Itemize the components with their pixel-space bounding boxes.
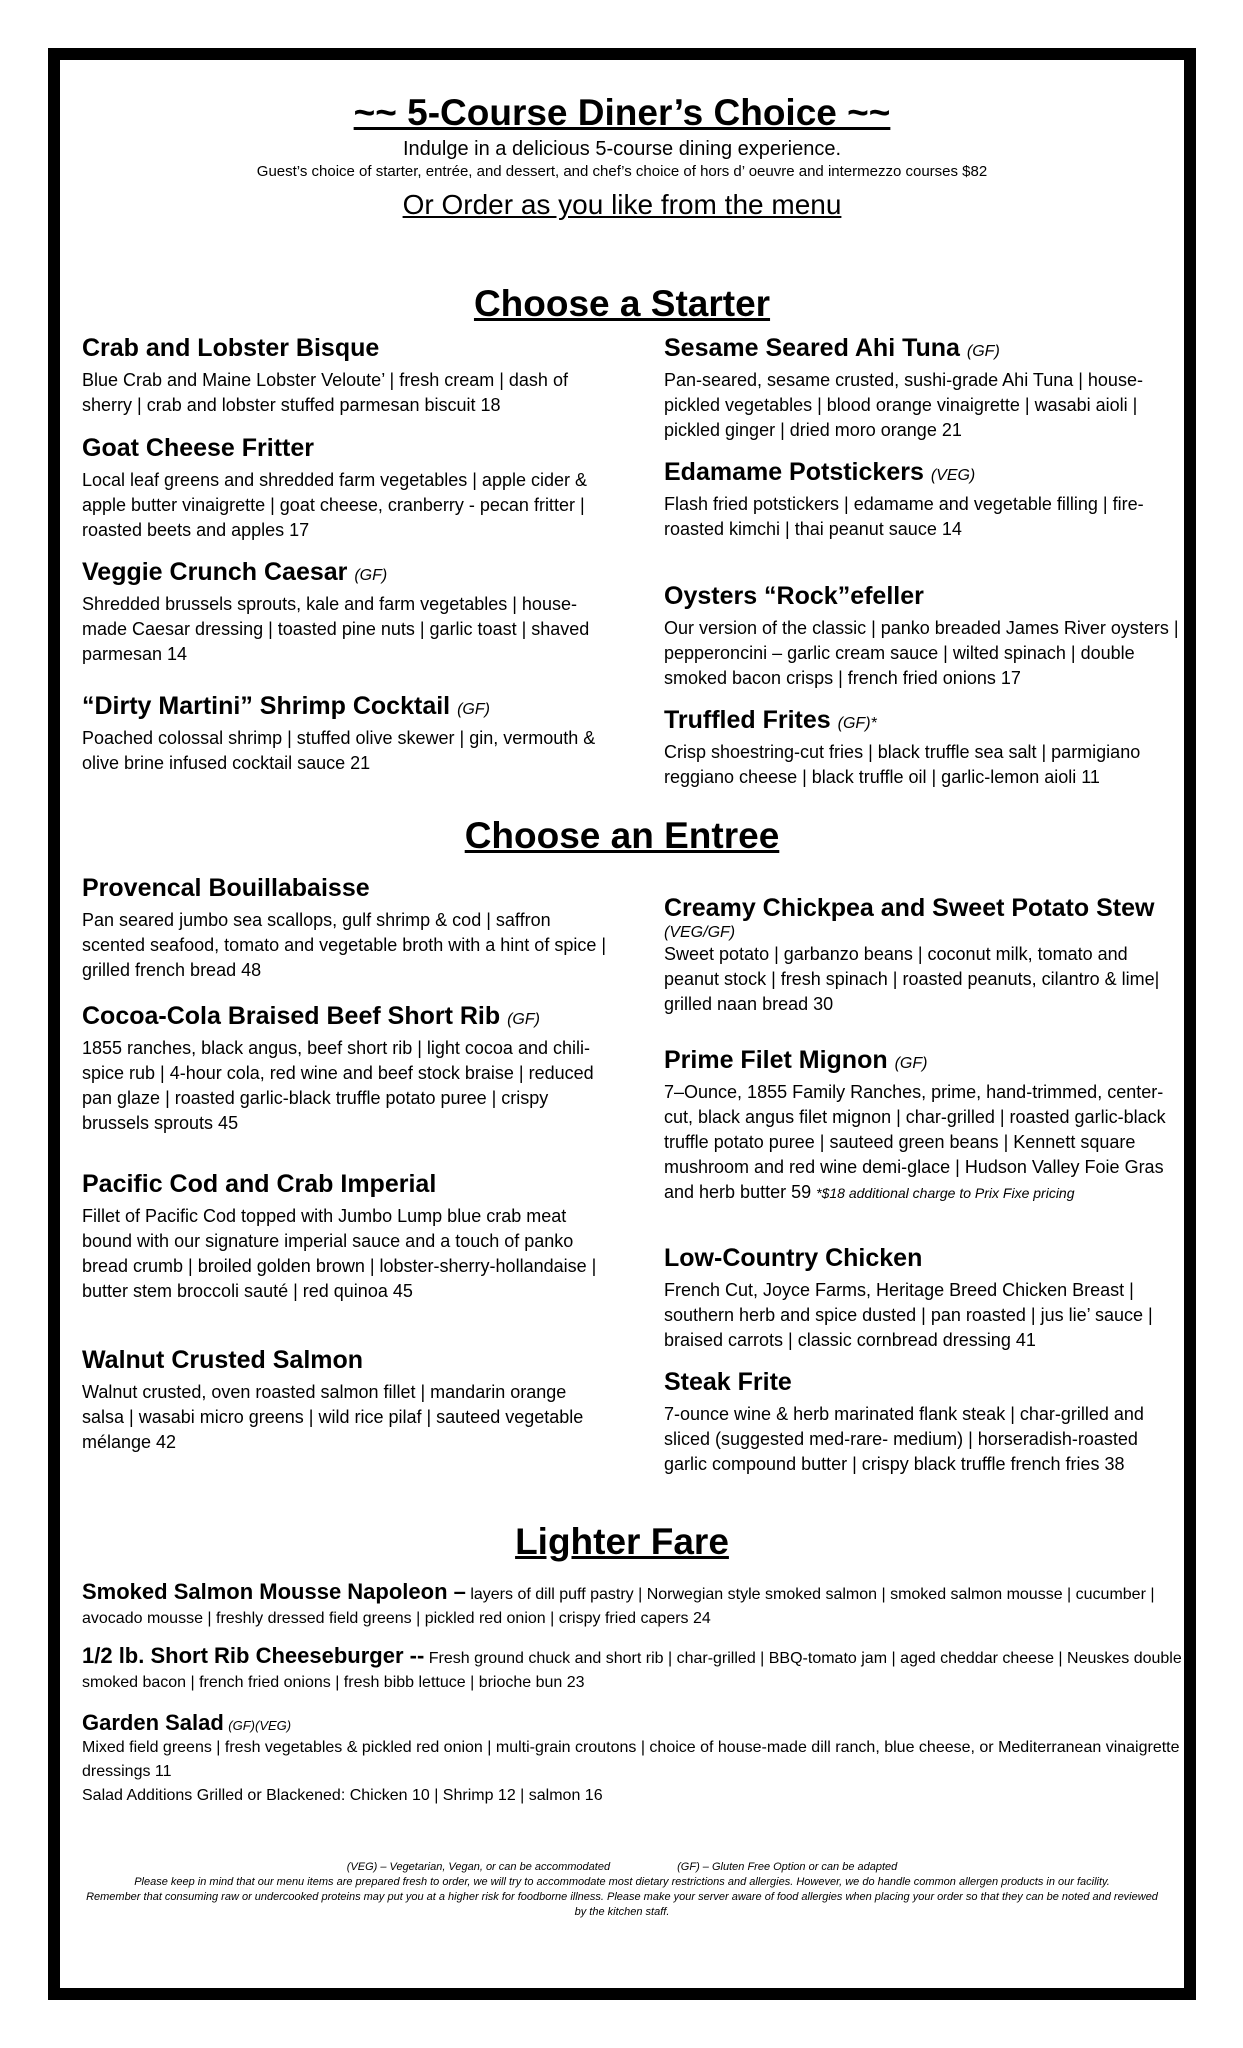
item-description: Fillet of Pacific Cod topped with Jumbo Lump blue crab meat bound with our signature imperial sauce and a touch of panko bread crumb | broiled golden brown | lobster-sherry-hollandaise | butter stem broccoli sauté | red quinoa 45 xyxy=(82,1206,597,1301)
item-description: Flash fried potstickers | edamame and vegetable filling | fire-roasted kimchi | thai peanut sauce 14 xyxy=(664,494,1144,539)
item-name: Low-Country Chicken xyxy=(664,1244,923,1272)
allergen-disclaimer: Please keep in mind that our menu items are prepared fresh to order, we will try to accommodate most dietary restrictions and allergies. However, we do handle common allergen products in our facility. xyxy=(134,1876,1110,1888)
gf-legend: (GF) – Gluten Free Option or can be adapted xyxy=(677,1861,898,1873)
menu-item xyxy=(82,1644,1182,1695)
menu-item xyxy=(664,1044,1184,1206)
menu-item xyxy=(82,1344,612,1455)
item-description: 7–Ounce, 1855 Family Ranches, prime, hand-trimmed, center-cut, black angus filet mignon | char-grilled | roasted garlic-black truffle potato puree | sauteed green beans | Kennett square mushroom and red wine demi-glace | Hudson Valley Foie Gras and herb butter 59 xyxy=(664,1082,1166,1202)
menu-item xyxy=(664,892,1184,1017)
item-name: Pacific Cod and Crab Imperial xyxy=(82,1170,437,1198)
menu-item xyxy=(664,1366,1184,1477)
item-description: Sweet potato | garbanzo beans | coconut milk, tomato and peanut stock | fresh spinach | roasted peanuts, cilantro & lime| grilled naan bread 30 xyxy=(664,944,1160,1014)
item-description: Shredded brussels sprouts, kale and farm vegetables | house-made Caesar dressing | toasted pine nuts | garlic toast | shaved parmesan 14 xyxy=(82,594,590,664)
item-name: Walnut Crusted Salmon xyxy=(82,1346,364,1374)
menu-header xyxy=(60,90,1184,224)
menu-footer xyxy=(80,1860,1164,1920)
item-description: layers of dill puff pastry | Norwegian style smoked salmon | smoked salmon mousse | cucumber | avocado mousse | freshly dressed field greens | pickled red onion | crispy fried capers 24 xyxy=(82,1586,1155,1627)
salad-additions: Salad Additions Grilled or Blackened: Chicken 10 | Shrimp 12 | salmon 16 xyxy=(82,1787,603,1804)
menu-item xyxy=(82,1000,612,1136)
menu-item xyxy=(82,1168,612,1304)
menu-item xyxy=(82,432,612,543)
item-name: Creamy Chickpea and Sweet Potato Stew xyxy=(664,894,1155,922)
item-name: Sesame Seared Ahi Tuna xyxy=(664,334,960,362)
item-name: Truffled Frites xyxy=(664,706,831,734)
item-name: 1/2 lb. Short Rib Cheeseburger -- xyxy=(82,1643,425,1668)
prix-fixe-title: ~~ 5-Course Diner’s Choice ~~ xyxy=(353,92,891,133)
starters-heading: Choose a Starter xyxy=(473,283,771,324)
menu-item xyxy=(82,556,612,667)
diet-tag: (GF) xyxy=(457,701,490,718)
prix-fixe-details: Guest’s choice of starter, entrée, and dessert, and chef’s choice of hors d’ oeuvre and intermezzo courses $82 xyxy=(256,163,988,180)
item-description: 7-ounce wine & herb marinated flank steak | char-grilled and sliced (suggested med-rare- medium) | horseradish-roasted garlic compound butter | crispy black truffle french fries 38 xyxy=(664,1404,1144,1474)
menu-item xyxy=(664,1242,1184,1353)
item-name: Smoked Salmon Mousse Napoleon – xyxy=(82,1579,466,1604)
item-name: Veggie Crunch Caesar xyxy=(82,558,348,586)
menu-item xyxy=(82,1580,1182,1631)
item-description: Local leaf greens and shredded farm vegetables | apple cider & apple butter vinaigrette | goat cheese, cranberry - pecan fritter | roasted beets and apples 17 xyxy=(82,470,587,540)
item-description: 1855 ranches, black angus, beef short rib | light cocoa and chili-spice rub | 4-hour cola, red wine and beef stock braise | reduced pan glaze | roasted garlic-black truffle potato puree | crispy brussels sprouts 45 xyxy=(82,1038,594,1133)
item-name: Oysters “Rock”efeller xyxy=(664,582,924,610)
item-name: Edamame Potstickers xyxy=(664,458,924,486)
item-description: Fresh ground chuck and short rib | char-grilled | BBQ-tomato jam | aged cheddar cheese | Neuskes double smoked bacon | french fried onions | fresh bibb lettuce | brioche bun 23 xyxy=(82,1650,1182,1691)
order-a-la-carte-heading: Or Order as you like from the menu xyxy=(402,189,842,220)
item-description: Walnut crusted, oven roasted salmon fillet | mandarin orange salsa | wasabi micro greens | wild rice pilaf | sauteed vegetable mélange 42 xyxy=(82,1382,584,1452)
item-name: Crab and Lobster Bisque xyxy=(82,334,380,362)
veg-legend: (VEG) – Vegetarian, Vegan, or can be accommodated xyxy=(346,1861,611,1873)
item-name: Provencal Bouillabaisse xyxy=(82,874,370,902)
menu-item xyxy=(664,456,1184,542)
menu-item xyxy=(82,872,612,983)
menu-item xyxy=(82,1710,1182,1808)
item-description: Pan-seared, sesame crusted, sushi-grade Ahi Tuna | house-pickled vegetables | blood orange vinaigrette | wasabi aioli | pickled ginger | dried moro orange 21 xyxy=(664,370,1143,440)
diet-tag: (GF) xyxy=(894,1055,928,1072)
diet-tag: (GF) xyxy=(507,1011,540,1028)
item-name: Goat Cheese Fritter xyxy=(82,434,315,462)
item-description: Blue Crab and Maine Lobster Veloute’ | fresh cream | dash of sherry | crab and lobster stuffed parmesan biscuit 18 xyxy=(82,370,568,415)
diet-tag: (GF)* xyxy=(837,715,877,732)
item-name: “Dirty Martini” Shrimp Cocktail xyxy=(82,692,451,720)
item-description: French Cut, Joyce Farms, Heritage Breed Chicken Breast | southern herb and spice dusted | pan roasted | jus lie’ sauce | braised carrots | classic cornbread dressing 41 xyxy=(664,1280,1153,1350)
prix-fixe-subtitle: Indulge in a delicious 5-course dining experience. xyxy=(402,138,842,160)
menu-item xyxy=(664,704,1184,790)
item-description: Pan seared jumbo sea scallops, gulf shrimp & cod | saffron scented seafood, tomato and vegetable broth with a hint of spice | grilled french bread 48 xyxy=(82,910,607,980)
menu-item xyxy=(82,332,612,418)
item-description: Poached colossal shrimp | stuffed olive skewer | gin, vermouth & olive brine infused cocktail sauce 21 xyxy=(82,728,596,773)
menu-item xyxy=(664,580,1184,691)
diet-tag: (VEG) xyxy=(930,467,976,484)
item-name: Prime Filet Mignon xyxy=(664,1046,888,1074)
diet-legend xyxy=(80,1860,1164,1875)
menu-item xyxy=(82,690,612,776)
item-description: Crisp shoestring-cut fries | black truffle sea salt | parmigiano reggiano cheese | black truffle oil | garlic-lemon aioli 11 xyxy=(664,742,1141,787)
item-name: Garden Salad xyxy=(82,1710,224,1735)
menu-item xyxy=(664,332,1184,443)
diet-tag: (GF) xyxy=(354,567,388,584)
item-name: Steak Frite xyxy=(664,1368,792,1396)
diet-tag: (GF) xyxy=(966,343,1000,360)
diet-tag: (VEG/GF) xyxy=(664,924,736,941)
raw-food-disclaimer: Remember that consuming raw or undercooked proteins may put you at a higher risk for foodborne illness. Please make your server aware of food allergies when placing your order so that they can be noted and reviewed by the kitchen staff. xyxy=(86,1891,1158,1918)
entrees-heading: Choose an Entree xyxy=(464,815,780,856)
diet-tag: (GF)(VEG) xyxy=(228,1718,292,1733)
item-description: Mixed field greens | fresh vegetables & pickled red onion | multi-grain croutons | choice of house-made dill ranch, blue cheese, or Mediterranean vinaigrette dressings 11 xyxy=(82,1739,1180,1780)
item-name: Cocoa-Cola Braised Beef Short Rib xyxy=(82,1002,501,1030)
surcharge-note: *$18 additional charge to Prix Fixe pricing xyxy=(816,1185,1075,1201)
lighter-fare-heading: Lighter Fare xyxy=(515,1521,729,1562)
item-description: Our version of the classic | panko breaded James River oysters | pepperoncini – garlic cream sauce | wilted spinach | double smoked bacon crisps | french fried onions 17 xyxy=(664,618,1179,688)
menu-frame xyxy=(48,48,1196,2000)
